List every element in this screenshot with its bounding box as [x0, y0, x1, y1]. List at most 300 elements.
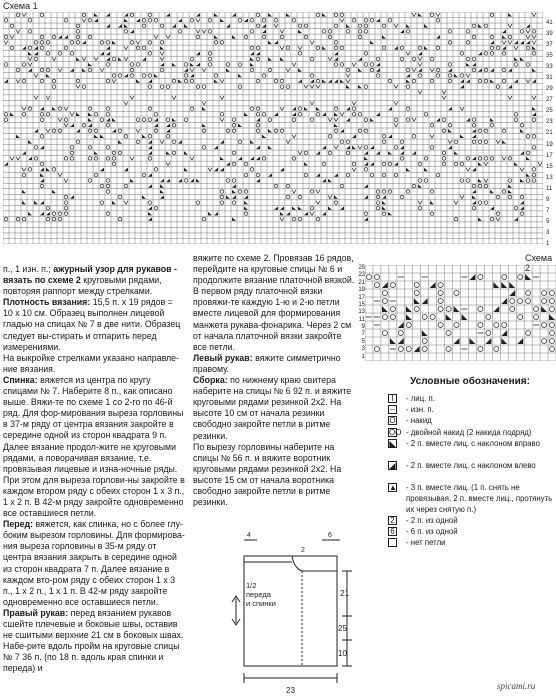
stitch-mark [136, 79, 140, 83]
stitch-mark [340, 46, 344, 50]
stitch-mark [438, 322, 443, 327]
stitch-mark [34, 41, 38, 45]
stitch-mark [438, 306, 443, 311]
stitch-mark [178, 19, 182, 23]
stitch-mark [414, 290, 419, 295]
stitch-mark [166, 135, 170, 139]
stitch-mark [532, 79, 536, 83]
stitch-mark [46, 217, 50, 221]
stitch-mark [142, 195, 146, 199]
stitch-mark [52, 217, 56, 221]
stitch-mark [322, 13, 326, 17]
stitch-mark [160, 63, 164, 67]
stitch-mark [364, 129, 368, 133]
stitch-mark [28, 19, 32, 23]
stitch-mark [148, 41, 152, 45]
stitch-mark [40, 184, 44, 188]
stitch-mark [280, 212, 284, 216]
stitch-mark [280, 129, 284, 133]
stitch-mark [328, 179, 332, 183]
stitch-mark [484, 68, 488, 72]
stitch-mark [514, 79, 518, 83]
paragraph: Перед: вяжется, как спинка, но с более глу-боким вырезом горловины. Для формирова-ния выреза горловины в 35-м ряду от центра вязания закрыть в середине одной из сторон квадрата 7 п. Далее вязание в каждом вто-ром ряду с обеих сторон 1 х 3 п., 1 х 2 п., 1 х 1 п. В 42-м ряду закройте одновременно все оставшиеся петли. [3, 519, 185, 607]
stitch-mark [400, 140, 404, 144]
stitch-mark [508, 195, 512, 199]
stitch-mark [310, 101, 314, 105]
stitch-mark [502, 52, 506, 56]
stitch-mark [238, 85, 242, 89]
stitch-mark [364, 195, 368, 199]
stitch-mark [352, 162, 356, 166]
stitch-mark [374, 282, 379, 287]
stitch-mark [418, 162, 422, 166]
stitch-mark [502, 41, 506, 45]
stitch-mark [16, 13, 20, 17]
stitch-mark [280, 79, 284, 83]
stitch-mark [28, 30, 32, 34]
stitch-mark [76, 35, 80, 39]
stitch-mark [232, 123, 236, 127]
stitch-mark [304, 151, 308, 155]
row-number: 13 [546, 174, 553, 181]
stitch-mark [364, 168, 368, 172]
stitch-mark [400, 57, 404, 61]
stitch-mark [328, 118, 332, 122]
legend-item [384, 427, 556, 438]
stitch-mark [202, 30, 206, 34]
stitch-mark [16, 30, 20, 34]
stitch-mark [28, 157, 32, 161]
stitch-mark [542, 290, 547, 295]
stitch-mark [406, 346, 411, 351]
stitch-mark [88, 146, 92, 150]
stitch-mark [214, 79, 218, 83]
stitch-mark [508, 184, 512, 188]
stitch-mark [400, 46, 404, 50]
stitch-mark [70, 146, 74, 150]
stitch-mark [322, 212, 326, 216]
stitch-mark [460, 135, 464, 139]
stitch-mark [430, 13, 434, 17]
stitch-mark [40, 118, 44, 122]
stitch-mark [346, 173, 350, 177]
stitch-symbol-icon: ◢ [389, 460, 396, 470]
stitch-mark [502, 30, 506, 34]
stitch-mark [82, 19, 86, 23]
stitch-mark [70, 52, 74, 56]
stitch-mark [508, 13, 512, 17]
stitch-mark [496, 195, 500, 199]
stitch-mark [148, 74, 152, 78]
stitch-mark [358, 57, 362, 61]
stitch-mark [388, 162, 392, 166]
stitch-mark [501, 282, 507, 288]
stitch-mark [4, 79, 8, 83]
stitch-mark [298, 30, 302, 34]
stitch-mark [256, 46, 260, 50]
stitch-mark [16, 79, 20, 83]
stitch-mark [310, 118, 314, 122]
stitch-mark [184, 79, 188, 83]
stitch-mark [412, 135, 416, 139]
stitch-mark [520, 195, 524, 199]
stitch-mark [370, 162, 374, 166]
stitch-mark [418, 179, 422, 183]
stitch-mark [166, 179, 170, 183]
pattern-body-outline [244, 556, 337, 666]
stitch-mark [298, 46, 302, 50]
stitch-mark [549, 306, 554, 311]
stitch-mark [406, 306, 412, 312]
stitch-mark [58, 212, 62, 216]
stitch-mark [160, 41, 164, 45]
stitch-mark [526, 35, 530, 39]
stitch-mark [76, 30, 80, 34]
legend-item [384, 393, 556, 404]
stitch-mark [442, 90, 446, 94]
stitch-mark [526, 46, 530, 50]
stitch-mark [52, 129, 56, 133]
stitch-mark [430, 282, 436, 288]
stitch-mark [250, 63, 254, 67]
stitch-mark [178, 140, 182, 144]
stitch-mark [448, 41, 452, 45]
stitch-mark [532, 46, 536, 50]
stitch-mark [112, 41, 116, 45]
stitch-mark [58, 68, 62, 72]
stitch-mark [118, 151, 122, 155]
stitch-mark [374, 274, 379, 279]
stitch-mark [220, 157, 224, 161]
stitch-mark [502, 35, 506, 39]
stitch-mark [274, 24, 278, 28]
stitch-mark [124, 201, 128, 205]
stitch-mark [509, 282, 515, 288]
stitch-mark [88, 63, 92, 67]
stitch-mark [466, 41, 470, 45]
stitch-mark [304, 162, 308, 166]
stitch-mark [316, 173, 320, 177]
stitch-mark [304, 173, 308, 177]
stitch-mark [232, 35, 236, 39]
stitch-mark [328, 135, 332, 139]
stitch-mark [172, 96, 176, 100]
stitch-mark [196, 201, 200, 205]
stitch-mark [202, 85, 206, 89]
stitch-mark [394, 118, 398, 122]
stitch-mark [418, 63, 422, 67]
stitch-mark [118, 217, 122, 221]
stitch-mark [208, 212, 212, 216]
stitch-mark [520, 212, 524, 216]
stitch-mark [448, 107, 452, 111]
stitch-mark [94, 157, 98, 161]
stitch-mark [304, 35, 308, 39]
stitch-mark [214, 168, 218, 172]
stitch-mark [316, 190, 320, 194]
stitch-mark [520, 41, 524, 45]
stitch-mark [484, 129, 488, 133]
stitch-mark [94, 173, 98, 177]
stitch-mark [526, 330, 531, 335]
row-number: 9 [361, 324, 365, 331]
stitch-mark [160, 52, 164, 56]
stitch-mark [148, 173, 152, 177]
stitch-mark [112, 57, 116, 61]
schema-1-row-numbers [546, 12, 556, 247]
stitch-mark [334, 118, 338, 122]
stitch-mark [520, 206, 524, 210]
stitch-mark [469, 338, 475, 344]
stitch-mark [418, 206, 422, 210]
piece-label-front: переда [246, 590, 271, 599]
stitch-mark [382, 330, 387, 335]
stitch-mark [448, 146, 452, 150]
legend [384, 376, 556, 548]
stitch-mark [88, 129, 92, 133]
stitch-mark [526, 79, 530, 83]
stitch-mark [112, 157, 116, 161]
stitch-mark [214, 41, 218, 45]
stitch-mark [502, 140, 506, 144]
stitch-mark [340, 129, 344, 133]
stitch-mark [106, 146, 110, 150]
stitch-mark [398, 322, 404, 328]
stitch-mark [382, 201, 386, 205]
stitch-mark [94, 135, 98, 139]
stitch-mark [40, 79, 44, 83]
stitch-mark [34, 74, 38, 78]
stitch-mark [64, 201, 68, 205]
stitch-mark [532, 146, 536, 150]
stitch-mark [238, 63, 242, 67]
stitch-mark [532, 96, 536, 100]
stitch-mark [518, 314, 523, 319]
stitch-mark [142, 57, 146, 61]
stitch-mark [232, 217, 236, 221]
stitch-mark [370, 118, 374, 122]
stitch-mark [466, 179, 470, 183]
stitch-mark [534, 314, 539, 319]
stitch-mark [298, 24, 302, 28]
stitch-mark [446, 314, 452, 320]
stitch-mark [106, 41, 110, 45]
stitch-mark [364, 157, 368, 161]
stitch-mark [520, 151, 524, 155]
stitch-mark [196, 13, 200, 17]
stitch-mark [472, 63, 476, 67]
stitch-mark [382, 290, 387, 295]
stitch-mark [406, 68, 410, 72]
stitch-mark [469, 274, 475, 280]
stitch-mark [40, 35, 44, 39]
stitch-mark [334, 79, 338, 83]
stitch-mark [244, 195, 248, 199]
stitch-mark [172, 151, 176, 155]
stitch-mark [298, 52, 302, 56]
stitch-mark [466, 57, 470, 61]
stitch-mark [70, 68, 74, 72]
stitch-mark [388, 107, 392, 111]
stitch-mark [526, 135, 530, 139]
stitch-mark [64, 157, 68, 161]
stitch-mark [316, 201, 320, 205]
stitch-mark [484, 157, 488, 161]
stitch-mark [358, 24, 362, 28]
stitch-mark [478, 274, 483, 279]
stitch-symbol-icon: 6 [388, 527, 397, 536]
stitch-mark [472, 57, 476, 61]
stitch-mark [460, 179, 464, 183]
stitch-mark [46, 41, 50, 45]
stitch-mark [154, 35, 158, 39]
stitch-mark [70, 41, 74, 45]
stitch-mark [514, 162, 518, 166]
stitch-mark [214, 13, 218, 17]
stitch-mark [484, 162, 488, 166]
stitch-mark [430, 57, 434, 61]
stitch-mark [532, 68, 536, 72]
stitch-mark [502, 129, 506, 133]
stitch-mark [322, 30, 326, 34]
stitch-mark [358, 30, 362, 34]
legend-text: - 3 п. вместе лиц. (1 п. снять не провязывая, 2 п. вместе лиц., протянуть их через снятую п.) [406, 482, 553, 514]
stitch-mark [280, 57, 284, 61]
stitch-mark [466, 74, 470, 78]
stitch-mark [274, 206, 278, 210]
stitch-mark [112, 74, 116, 78]
stitch-mark [58, 107, 62, 111]
stitch-mark [310, 190, 314, 194]
stitch-mark [274, 19, 278, 23]
stitch-mark [430, 201, 434, 205]
stitch-mark [256, 57, 260, 61]
stitch-mark [346, 146, 350, 150]
stitch-mark [446, 306, 451, 311]
stitch-mark [454, 290, 459, 295]
stitch-mark [40, 212, 44, 216]
stitch-mark [316, 217, 320, 221]
stitch-mark [22, 151, 26, 155]
stitch-mark [4, 217, 8, 221]
stitch-mark [256, 107, 260, 111]
stitch-mark [490, 68, 494, 72]
stitch-mark [366, 274, 371, 279]
stitch-mark [4, 118, 8, 122]
stitch-mark [376, 151, 380, 155]
stitch-mark [310, 74, 314, 78]
stitch-mark [256, 129, 260, 133]
stitch-mark [478, 346, 483, 351]
stitch-mark [100, 135, 104, 139]
stitch-mark [364, 63, 368, 67]
stitch-mark [310, 206, 314, 210]
stitch-mark [88, 118, 92, 122]
stitch-mark [376, 206, 380, 210]
stitch-mark [364, 85, 368, 89]
stitch-mark [454, 338, 460, 344]
stitch-mark [446, 330, 451, 335]
stitch-mark [406, 107, 410, 111]
stitch-mark [28, 107, 32, 111]
stitch-mark [382, 162, 386, 166]
stitch-mark [94, 151, 98, 155]
stitch-mark [478, 201, 482, 205]
stitch-mark [244, 190, 248, 194]
legend-text: - накид [406, 416, 432, 426]
stitch-mark [28, 46, 32, 50]
stitch-mark [268, 57, 272, 61]
stitch-mark [148, 151, 152, 155]
legend-item [384, 537, 556, 548]
stitch-mark [154, 118, 158, 122]
stitch-mark [334, 107, 338, 111]
stitch-mark [394, 146, 398, 150]
stitch-mark [52, 35, 56, 39]
stitch-mark [130, 30, 134, 34]
stitch-mark [370, 173, 374, 177]
stitch-mark [76, 85, 80, 89]
stitch-mark [376, 57, 380, 61]
stitch-mark [34, 201, 38, 205]
stitch-mark [520, 129, 524, 133]
stitch-mark [418, 184, 422, 188]
stitch-mark [184, 63, 188, 67]
stitch-mark [202, 123, 206, 127]
stitch-mark [82, 13, 86, 17]
stitch-mark [472, 157, 476, 161]
stitch-mark [496, 46, 500, 50]
stitch-mark [208, 57, 212, 61]
stitch-mark [172, 123, 176, 127]
stitch-mark [376, 195, 380, 199]
stitch-mark [490, 217, 494, 221]
stitch-mark [352, 107, 356, 111]
stitch-mark [514, 57, 518, 61]
stitch-mark [214, 74, 218, 78]
stitch-mark [166, 129, 170, 133]
stitch-mark [82, 41, 86, 45]
stitch-mark [388, 19, 392, 23]
stitch-mark [274, 184, 278, 188]
stitch-mark [448, 129, 452, 133]
stitch-mark [4, 35, 8, 39]
stitch-mark [448, 63, 452, 67]
stitch-mark [334, 46, 338, 50]
stitch-mark [58, 173, 62, 177]
stitch-mark [148, 201, 152, 205]
stitch-mark [256, 123, 260, 127]
stitch-mark [40, 179, 44, 183]
stitch-mark [418, 57, 422, 61]
stitch-mark [46, 96, 50, 100]
stitch-mark [364, 118, 368, 122]
stitch-mark [472, 184, 476, 188]
stitch-mark [382, 282, 388, 288]
stitch-mark [136, 140, 140, 144]
stitch-mark [112, 79, 116, 83]
stitch-mark [346, 85, 350, 89]
stitch-mark [10, 46, 14, 50]
stitch-mark [334, 52, 338, 56]
stitch-mark [22, 168, 26, 172]
stitch-mark [406, 322, 411, 327]
stitch-mark [334, 195, 338, 199]
stitch-mark [142, 135, 146, 139]
stitch-mark [52, 79, 56, 83]
stitch-mark [106, 157, 110, 161]
stitch-mark [142, 46, 146, 50]
